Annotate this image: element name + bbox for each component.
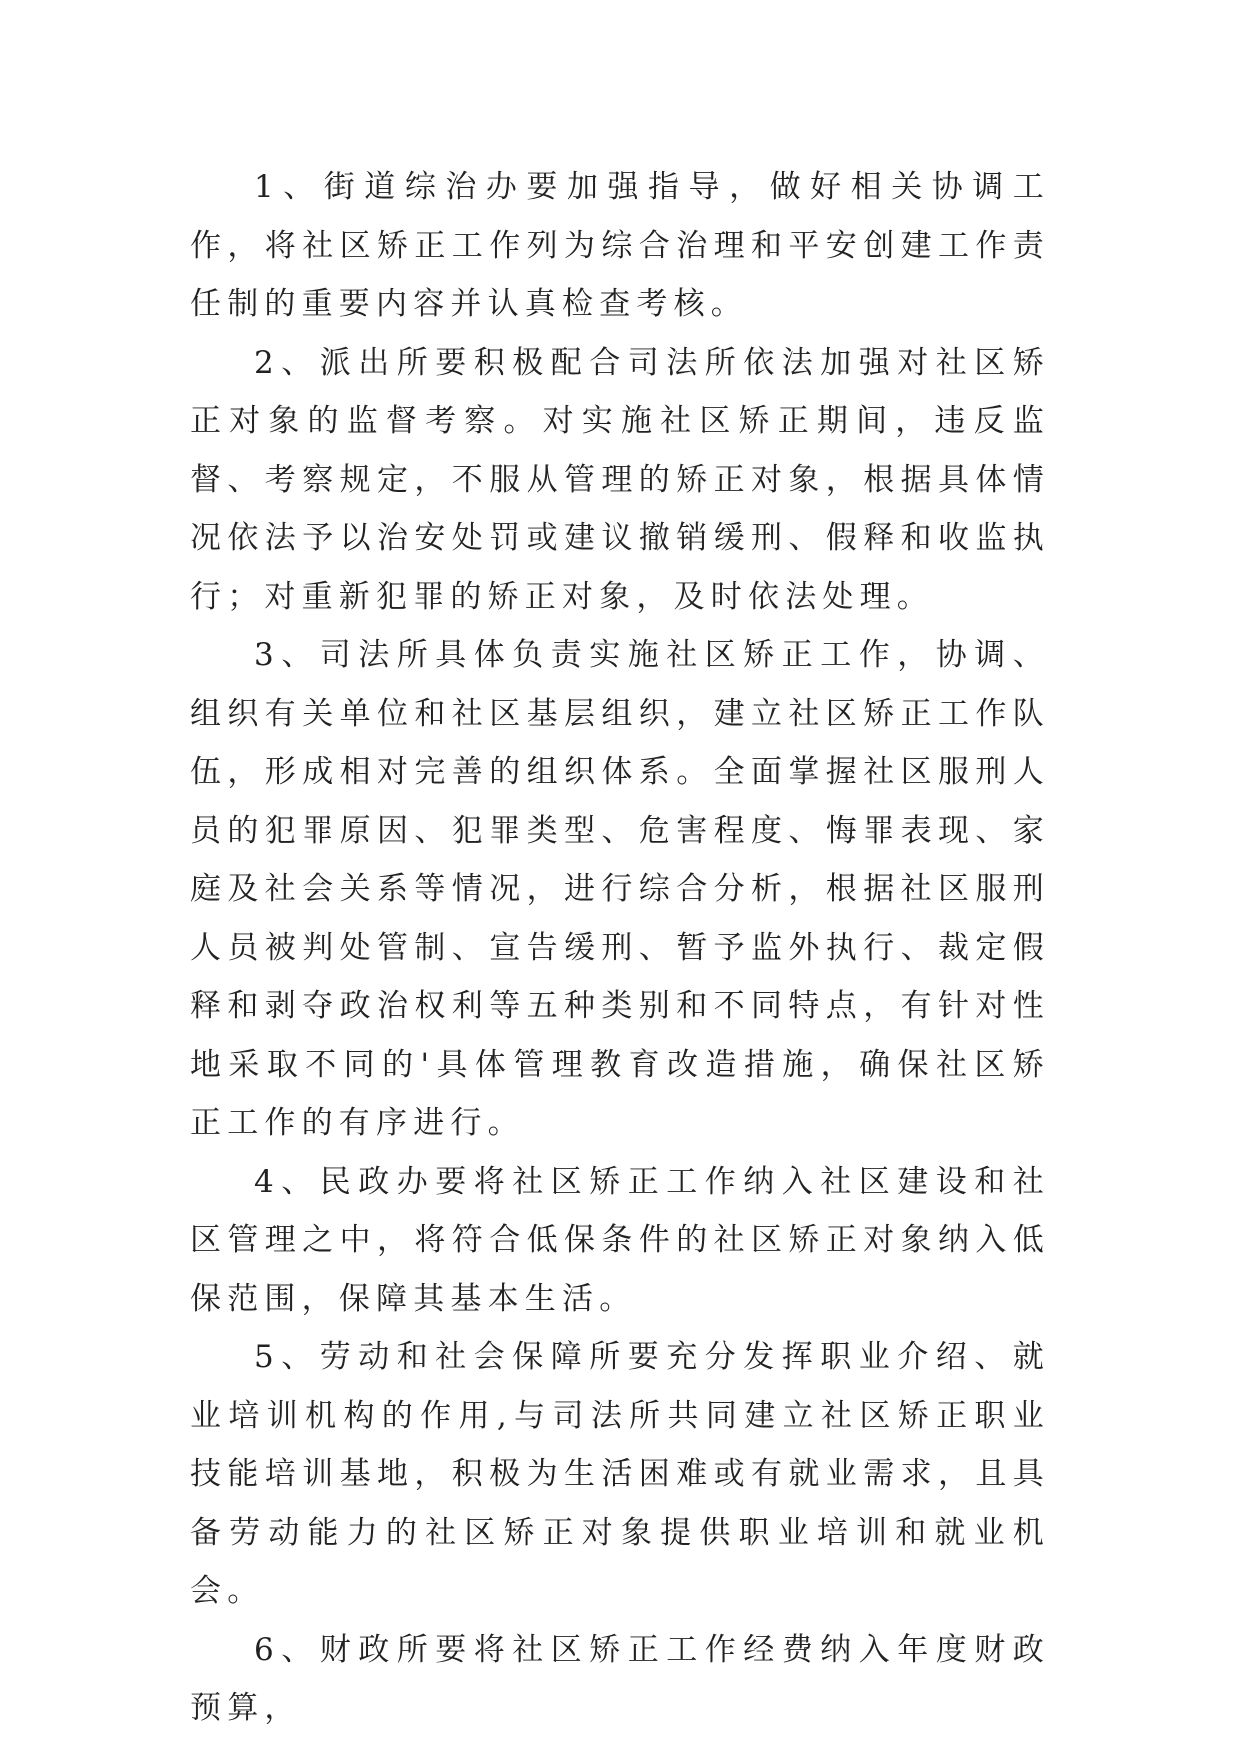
document-body (190, 158, 1050, 1738)
paragraph-2: 2、派出所要积极配合司法所依法加强对社区矫正对象的监督考察。对实施社区矫正期间，违反监督、考察规定，不服从管理的矫正对象，根据具体情况依法予以治安处罚或建议撤销缓刑、假释和收监执行；对重新犯罪的矫正对象，及时依法处理。 (190, 344, 1050, 615)
paragraph-5: 5、劳动和社会保障所要充分发挥职业介绍、就业培训机构的作用,与司法所共同建立社区矫正职业技能培训基地，积极为生活困难或有就业需求，且具备劳动能力的社区矫正对象提供职业培训和就业机会。 (190, 1339, 1050, 1609)
paragraph-4: 4、民政办要将社区矫正工作纳入社区建设和社区管理之中，将符合低保条件的社区矫正对象纳入低保范围，保障其基本生活。 (190, 1163, 1050, 1317)
paragraph-6: 6、财政所要将社区矫正工作经费纳入年度财政预算， (190, 1631, 1050, 1726)
paragraph-3: 3、司法所具体负责实施社区矫正工作，协调、组织有关单位和社区基层组织，建立社区矫正工作队伍，形成相对完善的组织体系。全面掌握社区服刑人员的犯罪原因、犯罪类型、危害程度、悔罪表现、家庭及社会关系等情况，进行综合分析，根据社区服刑人员被判处管制、宣告缓刑、暂予监外执行、裁定假释和剥夺政治权利等五种类别和不同特点，有针对性地采取不同的'具体管理教育改造措施，确保社区矫正工作的有序进行。 (190, 637, 1050, 1141)
paragraph-1: 1、街道综治办要加强指导，做好相关协调工作，将社区矫正工作列为综合治理和平安创建工作责任制的重要内容并认真检查考核。 (190, 169, 1050, 322)
